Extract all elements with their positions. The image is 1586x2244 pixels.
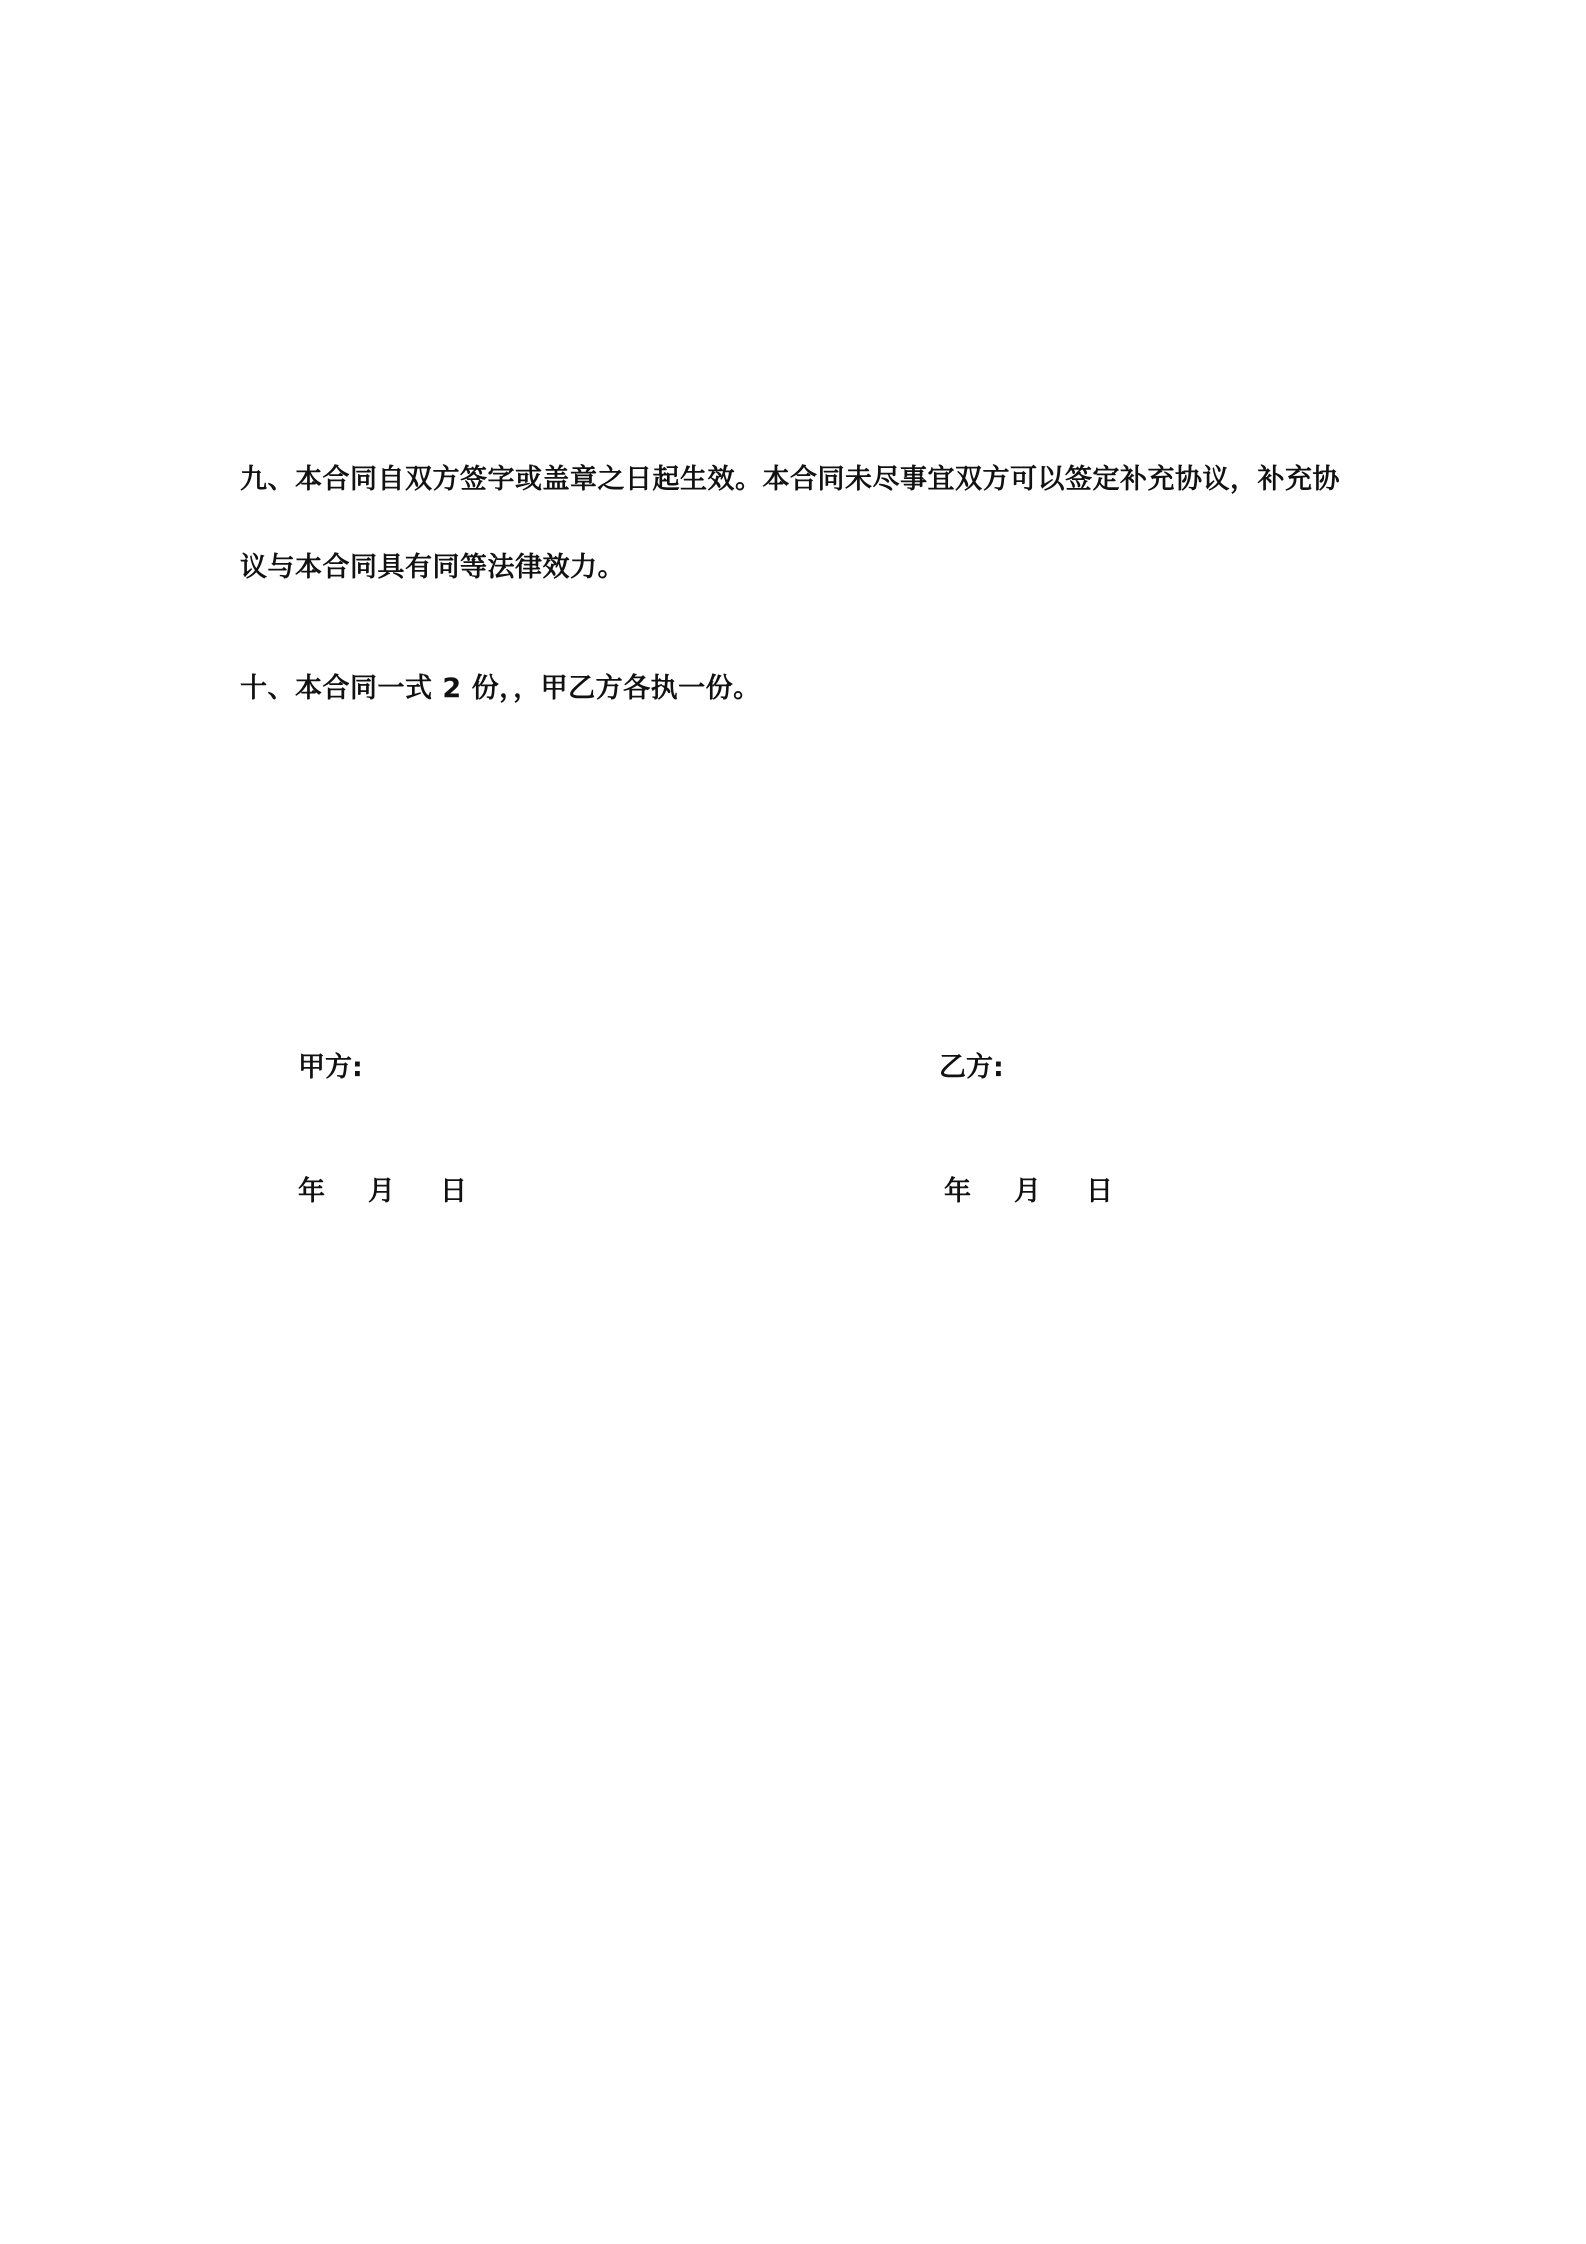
clause-10-text: 十、本合同一式 2 份，，甲乙方各执一份。	[240, 673, 761, 704]
clause-9-text-line2: 议与本合同具有同等法律效力。	[240, 552, 625, 583]
clause-9-text-line1: 九、本合同自双方签字或盖章之日起生效。本合同未尽事宜双方可以签定补充协议，补充协	[240, 464, 1340, 495]
party-a-label: 甲方:	[298, 1052, 363, 1083]
party-b-date-year: 年	[944, 1176, 971, 1207]
party-b-date-day: 日	[1086, 1176, 1113, 1207]
party-b-label: 乙方:	[939, 1052, 1004, 1083]
party-a-date-year: 年	[298, 1176, 325, 1207]
party-a-date	[298, 1172, 467, 1212]
party-b-date-month: 月	[1014, 1176, 1041, 1207]
party-b-date	[944, 1172, 1113, 1212]
party-a-date-day: 日	[440, 1176, 467, 1207]
party-a-date-month: 月	[368, 1176, 395, 1207]
